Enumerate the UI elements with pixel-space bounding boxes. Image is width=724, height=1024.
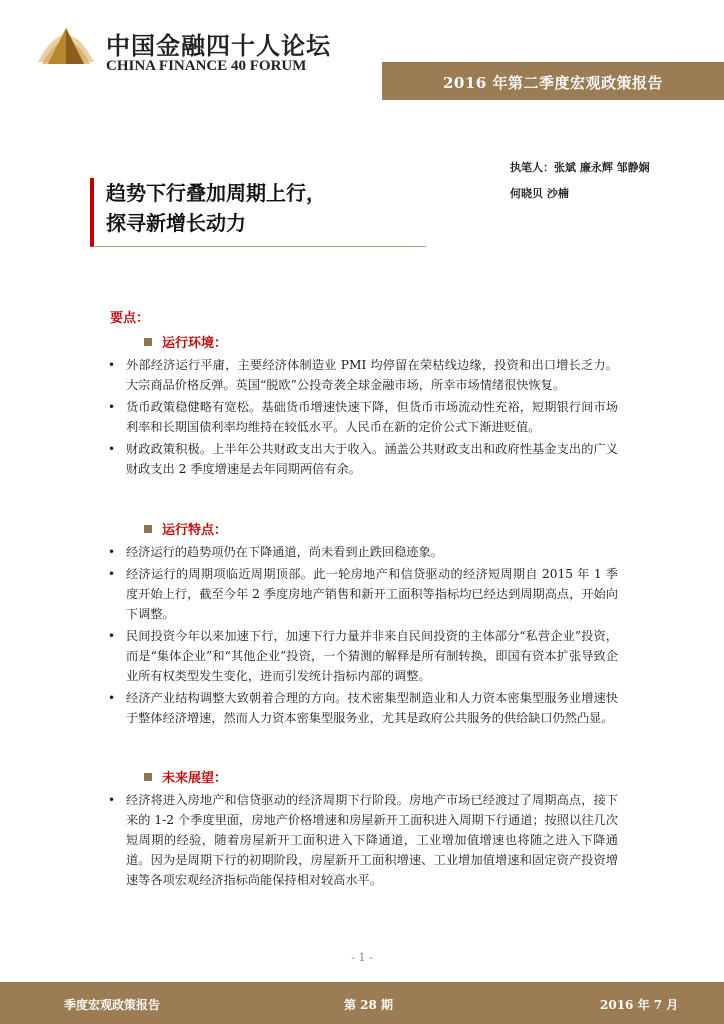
list-item: • 外部经济运行平庸，主要经济体制造业 PMI 均停留在荣枯线边缘，投资和出口增长乏力。大宗商品价格反弹。英国“脱欧”公投奇袭全球金融市场，所幸市场情绪很快恢复。 <box>108 355 618 395</box>
section-heading: 运行特点： <box>108 520 618 542</box>
section-heading: 运行环境： <box>108 333 618 355</box>
bullet-dot-icon: • <box>108 400 116 414</box>
logo-chinese-name: 中国金融四十人论坛 <box>106 32 331 60</box>
bullet-dot-icon: • <box>108 629 116 643</box>
list-item: • 货币政策稳健略有宽松。基础货币增速快速下降，但货币市场流动性充裕，短期银行间市场利率和长期国债利率均维持在较低水平。人民币在新的定价公式下渐进贬值。 <box>108 397 618 437</box>
bullet-dot-icon: • <box>108 358 116 372</box>
authors-block <box>510 155 710 207</box>
report-title: 2016 年第二季度宏观政策报告 <box>443 74 663 92</box>
footer-bar <box>0 982 724 1024</box>
section-outlook <box>108 768 618 892</box>
header-bar <box>382 62 724 100</box>
square-bullet-icon <box>144 338 152 346</box>
title-line-2: 探寻新增长动力 <box>106 211 246 235</box>
bullet-dot-icon: • <box>108 545 116 559</box>
section-environment <box>108 333 618 481</box>
article-title <box>90 178 426 247</box>
bullet-dot-icon: • <box>108 793 116 807</box>
square-bullet-icon <box>144 525 152 533</box>
bullet-dot-icon: • <box>108 567 116 581</box>
section-characteristics <box>108 520 618 730</box>
key-points-heading: 要点： <box>110 311 150 326</box>
list-item: • 民间投资今年以来加速下行，加速下行力量并非来自民间投资的主体部分“私营企业”投资，而是“集体企业”和“其他企业”投资，一个猜测的解释是所有制转换，即国有资本扩张导致企业所有权类型发生变化，进而引发统计指标内部的调整。 <box>108 626 618 686</box>
logo-english-name: CHINA FINANCE 40 FORUM <box>106 58 307 74</box>
footer-date: 2016 年 7 月 <box>600 998 679 1012</box>
footer-publication: 季度宏观政策报告 <box>64 998 161 1012</box>
page-number: - 1 - <box>351 951 373 964</box>
list-item: • 经济运行的趋势项仍在下降通道，尚未看到止跌回稳迹象。 <box>108 542 618 562</box>
list-item: • 经济将进入房地产和信贷驱动的经济周期下行阶段。房地产市场已经渡过了周期高点，接下来的 1-2 个季度里面，房地产价格增速和房屋新开工面积进入周期下行通道；按照以往几次短周期的经验，随着房屋新开工面积进入下降通道，工业增加值增速也将随之进入下降通道。因为是周期下行的初期阶段，房屋新开工面积增速、工业增加值增速和固定资产投资增速等各项宏观经济指标尚能保持相对较高水平。 <box>108 790 618 890</box>
square-bullet-icon <box>144 773 152 781</box>
bullet-dot-icon: • <box>108 691 116 705</box>
bullet-dot-icon: • <box>108 442 116 456</box>
forum-logo <box>34 14 334 74</box>
authors-line-1: 执笔人：张斌 廉永辉 邹静娴 <box>510 161 650 174</box>
list-item: • 经济运行的周期项临近周期顶部。此一轮房地产和信贷驱动的经济短周期自 2015 年 1 季度开始上行，截至今年 2 季度房地产销售和新开工面积等指标均已经达到周期高点，开始向下调整。 <box>108 564 618 624</box>
authors-line-2: 何晓贝 沙楠 <box>510 187 569 200</box>
footer-issue: 第 28 期 <box>344 998 394 1012</box>
section-heading: 未来展望： <box>108 768 618 790</box>
pyramid-logo-icon <box>34 14 98 74</box>
title-line-1: 趋势下行叠加周期上行， <box>106 181 326 205</box>
list-item: • 财政政策积极。上半年公共财政支出大于收入。涵盖公共财政支出和政府性基金支出的广义财政支出 2 季度增速是去年同期两倍有余。 <box>108 439 618 479</box>
list-item: • 经济产业结构调整大致朝着合理的方向。技术密集型制造业和人力资本密集型服务业增速快于整体经济增速，然而人力资本密集型服务业，尤其是政府公共服务的供给缺口仍然凸显。 <box>108 688 618 728</box>
